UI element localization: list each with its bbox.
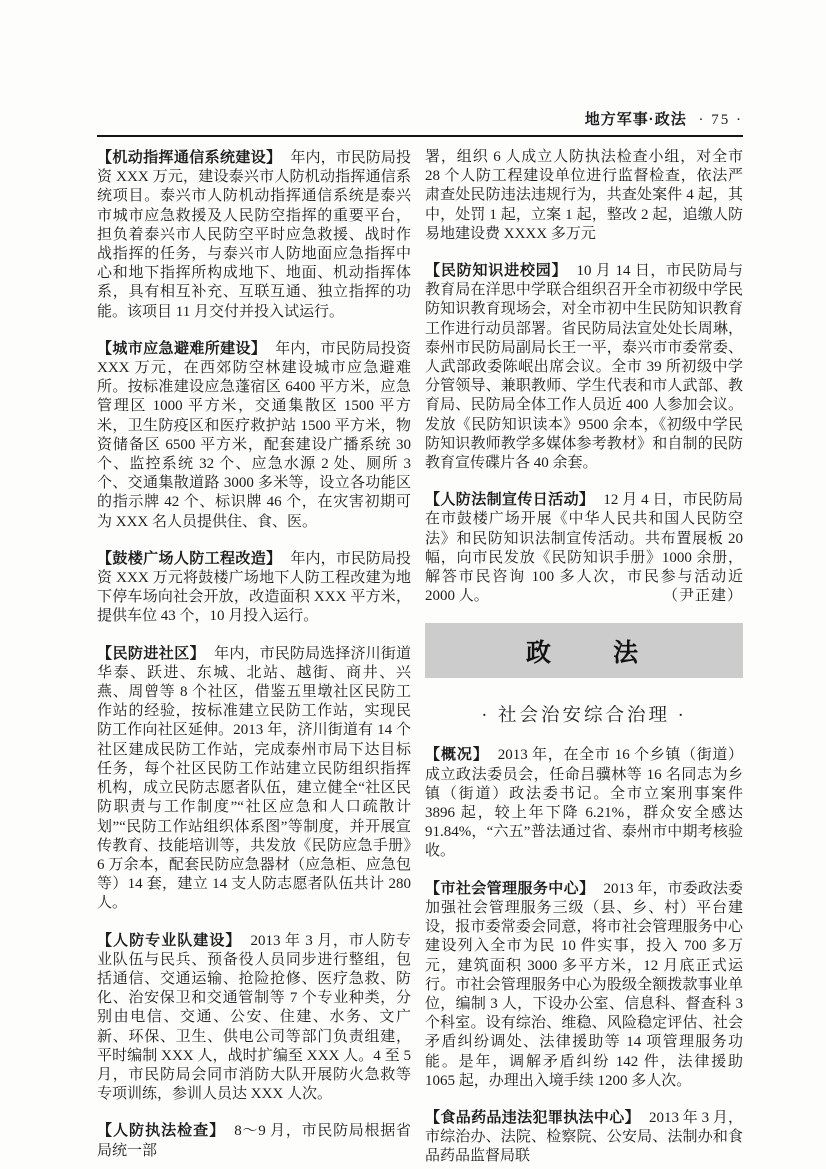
entry bbox=[97, 1121, 411, 1160]
entry-body: 年内，市民防局投资 XXX 万元将鼓楼广场地下人防工程改建为地下停车场向社会开放，改造面积 XXX 平方米，提供车位 43 个，10 月投入运行。 bbox=[97, 550, 411, 625]
entry-body: 2013 年 3 月，市人防专业队伍与民兵、预备役人员同步进行整组，包括通信、交通运输、抢险抢修、医疗急救、防化、治安保卫和交通管制等 7 个专业种类，分别由电信、交通、公安、住建、水务、文广新、环保、卫生、供电公司等部门负责组建，平时编制 XXX 人，战时扩编至 XXX 人。4 至 5 月，市民防局会同市消防大队开展防火急救等专项训练，参训人员达 XXX 人次。 bbox=[97, 932, 411, 1103]
entry-body: 年内，市民防局投资 XXX 万元，在西郊防空林建设城市应急避难所。按标准建设应急蓬宿区 6400 平方米，应急管理区 1000 平方米，交通集散区 1500 平方米，卫生防疫区和医疗救护站 1500 平方米，物资储备区 6500 平方米，配套建设广播系统 30 个、监控系统 32 个、应急水源 2 处、厕所 3 个、交通集散道路 3000 多米等，设立各功能区的指示牌 42 个、标识牌 46 个，在灾害初期可为 XXX 名人员提供住、食、医。 bbox=[97, 340, 411, 530]
entry bbox=[425, 745, 743, 861]
entry-body: 8～9 月，市民防局根据省局统一部 bbox=[97, 1123, 411, 1159]
entry bbox=[97, 339, 411, 532]
entry-body: 10 月 14 日，市民防局与教育局在洋思中学联合组织召开全市初级中学民防知识教育现场会，对全市初中生民防知识教育工作进行动员部署。省民防局法宣处处长周琳，泰州市民防局副局长王一平，泰兴市市委常委、人武部政委陈岷出席会议。全市 39 所初级中学分管领导、兼职教师、学生代表和市人武部、教育局、民防局全体工作人员近 400 人参加会议。发放《民防知识读本》9500 余本，《初级中学民防知识教师教学多媒体参考教材》和自制的民防教育宣传碟片各 40 余套。 bbox=[425, 263, 743, 472]
continuation-paragraph bbox=[425, 148, 743, 244]
right-column bbox=[425, 148, 743, 1167]
entry-title: 【市社会管理服务中心】 bbox=[425, 879, 595, 897]
entry bbox=[97, 148, 411, 322]
section-banner-title: 政 法 bbox=[525, 638, 642, 667]
entry-title: 【概况】 bbox=[425, 746, 489, 764]
subsection-heading: · 社会治安综合治理 · bbox=[481, 706, 687, 727]
entry-body: 2013 年，市委政法委加强社会管理服务三级（县、乡、村）平台建设，报市委常委会同意，将市社会管理服务中心建设列入全市为民 10 件实事，投入 700 多万元，建筑面积 3000 多平方米，12 月底正式运行。市社会管理服务中心为股级全额拨款事业单位，编制 3 人，下设办公室、信息科、督查科 3 个科室。设有综治、维稳、风险稳定评估、社会矛盾纠纷调处、法律援助等 14 项管理服务功能。是年，调解矛盾纠纷 142 件，法律援助 1065 起，办理出入境手续 1200 多人次。 bbox=[425, 880, 743, 1089]
entry-title: 【人防执法检查】 bbox=[97, 1122, 226, 1140]
entry-title: 【机动指挥通信系统建设】 bbox=[97, 149, 282, 166]
section-banner bbox=[425, 623, 743, 678]
entry bbox=[97, 931, 411, 1105]
entry bbox=[425, 1108, 743, 1167]
entry bbox=[97, 644, 411, 914]
page-header bbox=[97, 110, 743, 130]
entry-title: 【鼓楼广场人防工程改造】 bbox=[97, 549, 282, 567]
two-column-body bbox=[97, 148, 743, 1167]
header-rule bbox=[97, 135, 743, 137]
entry-body: 2013 年，在全市 16 个乡镇（街道）成立政法委员会，任命吕骥林等 16 名同志为乡镇（街道）政法委书记。全市立案刑事案件 3896 起，较上年下降 6.21%，群众安全感达 91.84%，“六五”普法通过省、泰州市中期考核验收。 bbox=[425, 747, 743, 860]
entry-title: 【人防专业队建设】 bbox=[97, 931, 242, 949]
entry-title: 【民防知识进校园】 bbox=[425, 262, 568, 280]
page-number: · 75 · bbox=[698, 112, 743, 128]
entry-title: 【民防进社区】 bbox=[97, 644, 206, 662]
entry-body: 2013 年 3 月，市综治办、法院、检察院、公安局、法制办和食品药品监督局联 bbox=[425, 1109, 743, 1165]
entry-title: 【人防法制宣传日活动】 bbox=[425, 491, 595, 509]
entry bbox=[425, 879, 743, 1091]
entry bbox=[425, 261, 743, 473]
entry-title: 【城市应急避难所建设】 bbox=[97, 339, 267, 357]
entry-body: 年内，市民防局选择济川街道华泰、跃进、东城、北站、越街、商井、兴燕、周曾等 8 个社区，借鉴五里墩社区民防工作站的经验，按标准建立民防工作站，实现民防工作向社区延伸。2013 年，济川街道有 14 个社区建成民防工作站，完成泰州市局下达目标任务，每个社区民防工作站建立民防组织指挥机构，成立民防志愿者队伍，建立健全“社区民防职责与工作制度”“社区应急和人口疏散计划”“民防工作站组织体系图”等制度，并开展宣传教育、技能培训等，共发放《民防应急手册》6 万余本，配套民防应急器材（应急柜、应急包等）14 套，建立 14 支人防志愿者队伍共计 280 人。 bbox=[97, 645, 411, 912]
entry-body: 12 月 4 日，市民防局在市鼓楼广场开展《中华人民共和国人民防空法》和民防知识法制宣传活动。共布置展板 20 幅，向市民发放《民防知识手册》1000 余册，解答市民咨询 100 多人次，市民参与活动近 2000 人。 bbox=[425, 492, 743, 605]
entry bbox=[97, 549, 411, 627]
running-head-section: 地方军事·政法 bbox=[584, 111, 687, 128]
entry bbox=[425, 490, 743, 606]
entry-title: 【食品药品违法犯罪执法中心】 bbox=[425, 1108, 640, 1126]
page-content bbox=[97, 110, 743, 1167]
entry-body: 年内，市民防局投资 XXX 万元，建设泰兴市人防机动指挥通信系统项目。泰兴市人防机动指挥通信系统是泰兴市城市应急救援及人民防空指挥的重要平台，担负着泰兴市人民防空平时应急救援、战时作战指挥的任务，与泰兴市人防地面应急指挥中心和地下指挥所构成地下、地面、机动指挥体系，具有相互补充、互联互通、独立指挥的功能。该项目 11 月交付并投入试运行。 bbox=[97, 150, 411, 320]
left-column bbox=[97, 148, 411, 1167]
entry-body: 署，组织 6 人成立人防执法检查小组，对全市 28 个人防工程建设单位进行监督检查，依法严肃查处民防违法违规行为，共查处案件 4 起，其中，处罚 1 起，立案 1 起，整改 2 起，追缴人防易地建设费 XXXX 多万元 bbox=[425, 149, 743, 242]
author-signature: （尹正建） bbox=[662, 588, 743, 605]
